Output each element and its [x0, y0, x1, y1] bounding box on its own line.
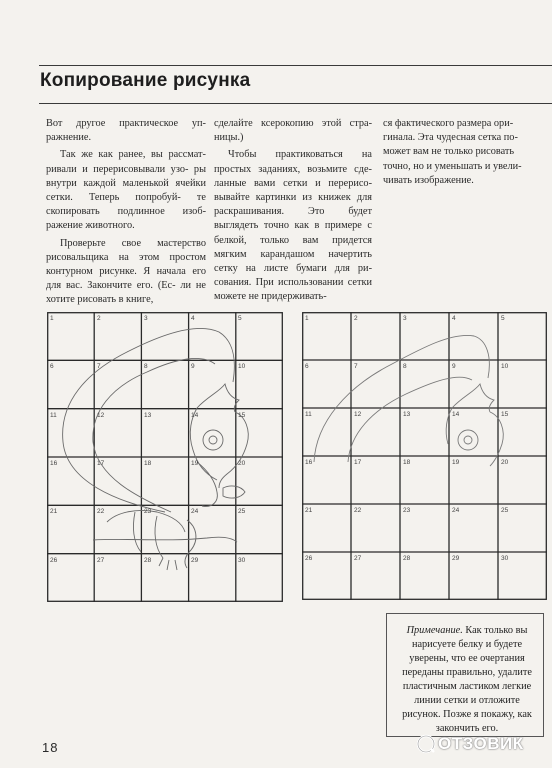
- cell-number-16: 16: [50, 460, 58, 467]
- cell-number-27: 27: [97, 557, 105, 564]
- cell-number-21: 21: [305, 507, 313, 514]
- watermark: [416, 734, 524, 754]
- cell-number-28: 28: [403, 555, 411, 562]
- text-line: гинала. Эта чудесная сетка по-: [383, 132, 518, 144]
- cell-number-22: 22: [97, 508, 105, 515]
- squirrel-drawing: [63, 328, 249, 570]
- cell-number-17: 17: [354, 459, 362, 466]
- paragraph-check-skill: Проверьте свое мастерство рисовальщика на этом простом контурном рисунке. Я начала его для вас. Закончите его. (Ес- ли не хотите рисовать в книге,: [46, 237, 206, 306]
- cell-number-21: 21: [50, 508, 58, 515]
- cell-number-24: 24: [452, 507, 460, 514]
- watermark-text: ОТЗОВИК: [438, 734, 524, 753]
- text-line: ся фактического размера ори-: [383, 118, 514, 129]
- cell-number-13: 13: [144, 412, 152, 419]
- cell-number-7: 7: [97, 363, 101, 370]
- title-rule-top: [39, 65, 552, 66]
- cell-number-5: 5: [238, 315, 242, 322]
- cell-number-23: 23: [144, 508, 152, 515]
- watermark-logo-icon: [416, 734, 436, 754]
- cell-numbers: [50, 315, 246, 564]
- cell-number-1: 1: [50, 315, 54, 322]
- paragraph-intro: Вот другое практическое уп- ражнение.: [46, 118, 206, 144]
- note-box: [386, 613, 544, 737]
- text-column-3: [383, 117, 552, 188]
- cell-number-17: 17: [97, 460, 105, 467]
- cell-number-7: 7: [354, 363, 358, 370]
- cell-number-23: 23: [403, 507, 411, 514]
- cell-number-22: 22: [354, 507, 362, 514]
- cell-number-6: 6: [50, 363, 54, 370]
- cell-number-2: 2: [97, 315, 101, 322]
- page-title: Копирование рисунка: [40, 70, 251, 91]
- cell-number-25: 25: [501, 507, 509, 514]
- cell-number-26: 26: [305, 555, 313, 562]
- cell-number-4: 4: [452, 315, 456, 322]
- cell-number-29: 29: [452, 555, 460, 562]
- cell-number-16: 16: [305, 459, 313, 466]
- cell-number-19: 19: [191, 460, 199, 467]
- cell-number-12: 12: [354, 411, 362, 418]
- cell-number-27: 27: [354, 555, 362, 562]
- cell-number-19: 19: [452, 459, 460, 466]
- paragraph-photocopy: сделайте ксерокопию этой стра- ницы.): [214, 118, 372, 144]
- note-label: Примечание.: [406, 625, 463, 636]
- cell-number-18: 18: [144, 460, 152, 467]
- cell-number-2: 2: [354, 315, 358, 322]
- cell-number-5: 5: [501, 315, 505, 322]
- cell-number-9: 9: [191, 363, 195, 370]
- cell-number-9: 9: [452, 363, 456, 370]
- cell-number-20: 20: [501, 459, 509, 466]
- squirrel-partial-drawing: [314, 335, 503, 466]
- cell-number-25: 25: [238, 508, 246, 515]
- cell-number-15: 15: [501, 411, 509, 418]
- text-column-1: [46, 117, 206, 311]
- cell-number-14: 14: [452, 411, 460, 418]
- cell-number-4: 4: [191, 315, 195, 322]
- title-rule-bottom: [39, 103, 552, 104]
- cell-number-24: 24: [191, 508, 199, 515]
- cell-number-10: 10: [501, 363, 509, 370]
- cell-number-3: 3: [144, 315, 148, 322]
- text-line: чивать изображение.: [383, 174, 474, 186]
- cell-number-11: 11: [305, 411, 312, 418]
- cell-number-20: 20: [238, 460, 246, 467]
- cell-number-8: 8: [144, 363, 148, 370]
- text-line: точно, но и уменьшать и увели-: [383, 160, 522, 172]
- paragraph-grid-practice: Так же как ранее, вы рассмат- ривали и перерисовывали узо- ры внутри каждой маленькой ячейки сетки. Теперь попробуй- те скопировать подлинное изоб- ражение животного.: [46, 149, 207, 232]
- squirrel-grid-copy-drawing: [302, 312, 547, 600]
- cell-number-30: 30: [501, 555, 509, 562]
- squirrel-grid-original-drawing: [47, 312, 283, 602]
- cell-number-30: 30: [238, 557, 246, 564]
- cell-number-14: 14: [191, 412, 199, 419]
- paragraph-practice-simple: Чтобы практиковаться на простых заданиях, возьмите сде- ланные вами сетки и перерисо- вывайте картинки из книжек для раскрашивания. Это будет выглядеть точно как в примере с белкой, только вам придется мягким карандашом начертить сетку на листе бумаги для ри- сования. При использовании сетки можете не придерживать-: [214, 149, 373, 303]
- cell-number-3: 3: [403, 315, 407, 322]
- cell-number-15: 15: [238, 412, 246, 419]
- text-column-2: [214, 117, 372, 308]
- note-text: Как только вы нарисуете белку и будете уверены, что ее очертания переданы правильно, удалите пластичным ластиком легкие линии сетки и отложите рисунок. Позже я покажу, как закончить его.: [402, 625, 532, 734]
- squirrel-grid-copy: [302, 312, 547, 600]
- grid-lines: [302, 312, 547, 600]
- cell-number-10: 10: [238, 363, 246, 370]
- cell-number-26: 26: [50, 557, 58, 564]
- cell-number-12: 12: [97, 412, 105, 419]
- cell-number-28: 28: [144, 557, 152, 564]
- cell-number-1: 1: [305, 315, 309, 322]
- cell-number-13: 13: [403, 411, 411, 418]
- cell-number-6: 6: [305, 363, 309, 370]
- cell-number-29: 29: [191, 557, 199, 564]
- cell-number-18: 18: [403, 459, 411, 466]
- squirrel-grid-original: [47, 312, 283, 602]
- grid-lines: [47, 312, 283, 602]
- text-line: может вам не только рисовать: [383, 146, 515, 158]
- cell-number-11: 11: [50, 412, 57, 419]
- page-number: 18: [42, 740, 59, 755]
- cell-number-8: 8: [403, 363, 407, 370]
